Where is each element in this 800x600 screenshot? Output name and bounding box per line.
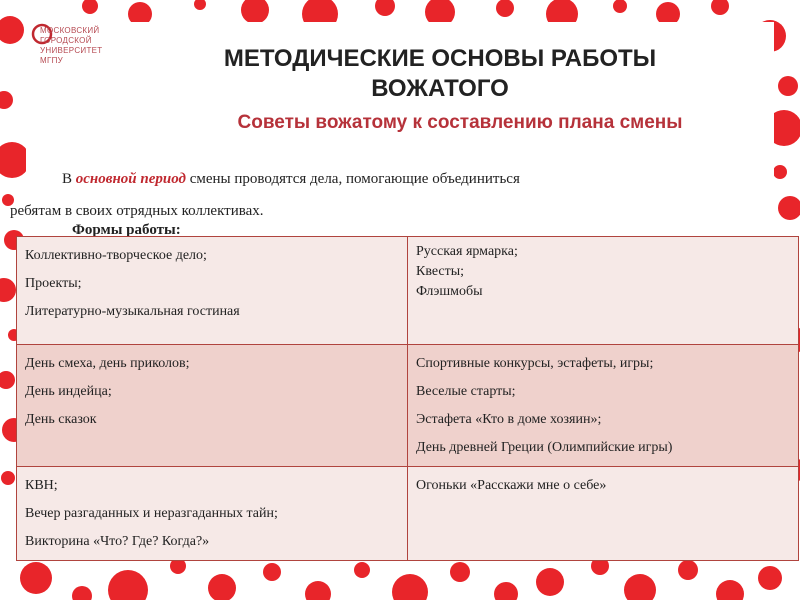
logo-line: УНИВЕРСИТЕТ xyxy=(40,46,103,55)
dot xyxy=(494,582,518,600)
dot xyxy=(108,570,148,600)
list-item: Спортивные конкурсы, эстафеты, игры; xyxy=(416,356,654,371)
list-item: Русская ярмарка; xyxy=(416,244,518,259)
work-forms-table xyxy=(16,236,799,561)
dot xyxy=(194,0,206,10)
dot xyxy=(82,0,98,14)
page-title-line-2: ВОЖАТОГО xyxy=(371,75,509,102)
intro-line-2: ребятам в своих отрядных коллективах. xyxy=(10,203,264,219)
dot xyxy=(354,562,370,578)
list-item: Флэшмобы xyxy=(416,284,483,299)
dot xyxy=(392,574,428,600)
dot xyxy=(375,0,395,16)
table-cell-right xyxy=(408,237,799,345)
list-item: Викторина «Что? Где? Когда?» xyxy=(25,534,210,549)
list-item: Огоньки «Расскажи мне о себе» xyxy=(416,478,607,493)
dot xyxy=(778,196,800,220)
list-item: Коллективно-творческое дело; xyxy=(25,248,207,263)
dot xyxy=(758,566,782,590)
list-item: День смеха, день приколов; xyxy=(25,356,190,371)
dot xyxy=(72,586,92,600)
list-item: Веселые старты; xyxy=(416,384,516,399)
logo-line: МГПУ xyxy=(40,56,64,65)
page-subtitle: Советы вожатому к составлению плана смены xyxy=(237,112,683,133)
dot xyxy=(716,580,744,600)
list-item: Проекты; xyxy=(25,276,82,291)
list-item: День сказок xyxy=(25,412,97,427)
list-item: День индейца; xyxy=(25,384,112,399)
forms-label: Формы работы: xyxy=(72,222,181,236)
table-cell-left xyxy=(17,237,408,345)
dot xyxy=(208,574,236,600)
dot xyxy=(0,278,16,302)
table-row xyxy=(17,345,799,467)
list-item: Вечер разгаданных и неразгаданных тайн; xyxy=(25,506,278,521)
list-item: КВН; xyxy=(25,478,58,493)
page-title-line-1: МЕТОДИЧЕСКИЕ ОСНОВЫ РАБОТЫ xyxy=(223,45,657,72)
dot xyxy=(536,568,564,596)
page-title xyxy=(160,44,720,104)
dot xyxy=(450,562,470,582)
table-cell-right xyxy=(408,467,799,561)
list-item: День древней Греции (Олимпийские игры) xyxy=(416,440,673,455)
intro-paragraph xyxy=(10,163,730,227)
dot xyxy=(0,371,15,389)
table-cell-left xyxy=(17,467,408,561)
intro-after: смены проводятся дела, помогающие объединиться xyxy=(185,171,520,187)
table-row xyxy=(17,237,799,345)
dot xyxy=(624,574,656,600)
logo-line: МОСКОВСКИЙ xyxy=(40,26,100,35)
dot xyxy=(0,91,13,109)
intro-before: В xyxy=(62,171,76,187)
dot xyxy=(613,0,627,13)
list-item: Эстафета «Кто в доме хозяин»; xyxy=(416,412,602,427)
dot xyxy=(20,562,52,594)
dot xyxy=(241,0,269,24)
dot xyxy=(1,471,15,485)
dot xyxy=(496,0,514,17)
dot xyxy=(0,16,24,44)
dot xyxy=(711,0,729,15)
list-item: Квесты; xyxy=(416,264,465,279)
university-logo xyxy=(40,26,102,66)
logo-line: ГОРОДСКОЙ xyxy=(40,36,92,45)
dot xyxy=(263,563,281,581)
table-row xyxy=(17,467,799,561)
table-cell-right xyxy=(408,345,799,467)
table-cell-left xyxy=(17,345,408,467)
intro-highlight: основной период xyxy=(75,171,186,187)
dot xyxy=(778,76,798,96)
dot xyxy=(678,560,698,580)
dot xyxy=(773,165,787,179)
dot xyxy=(305,581,331,600)
list-item: Литературно-музыкальная гостиная xyxy=(25,304,240,319)
